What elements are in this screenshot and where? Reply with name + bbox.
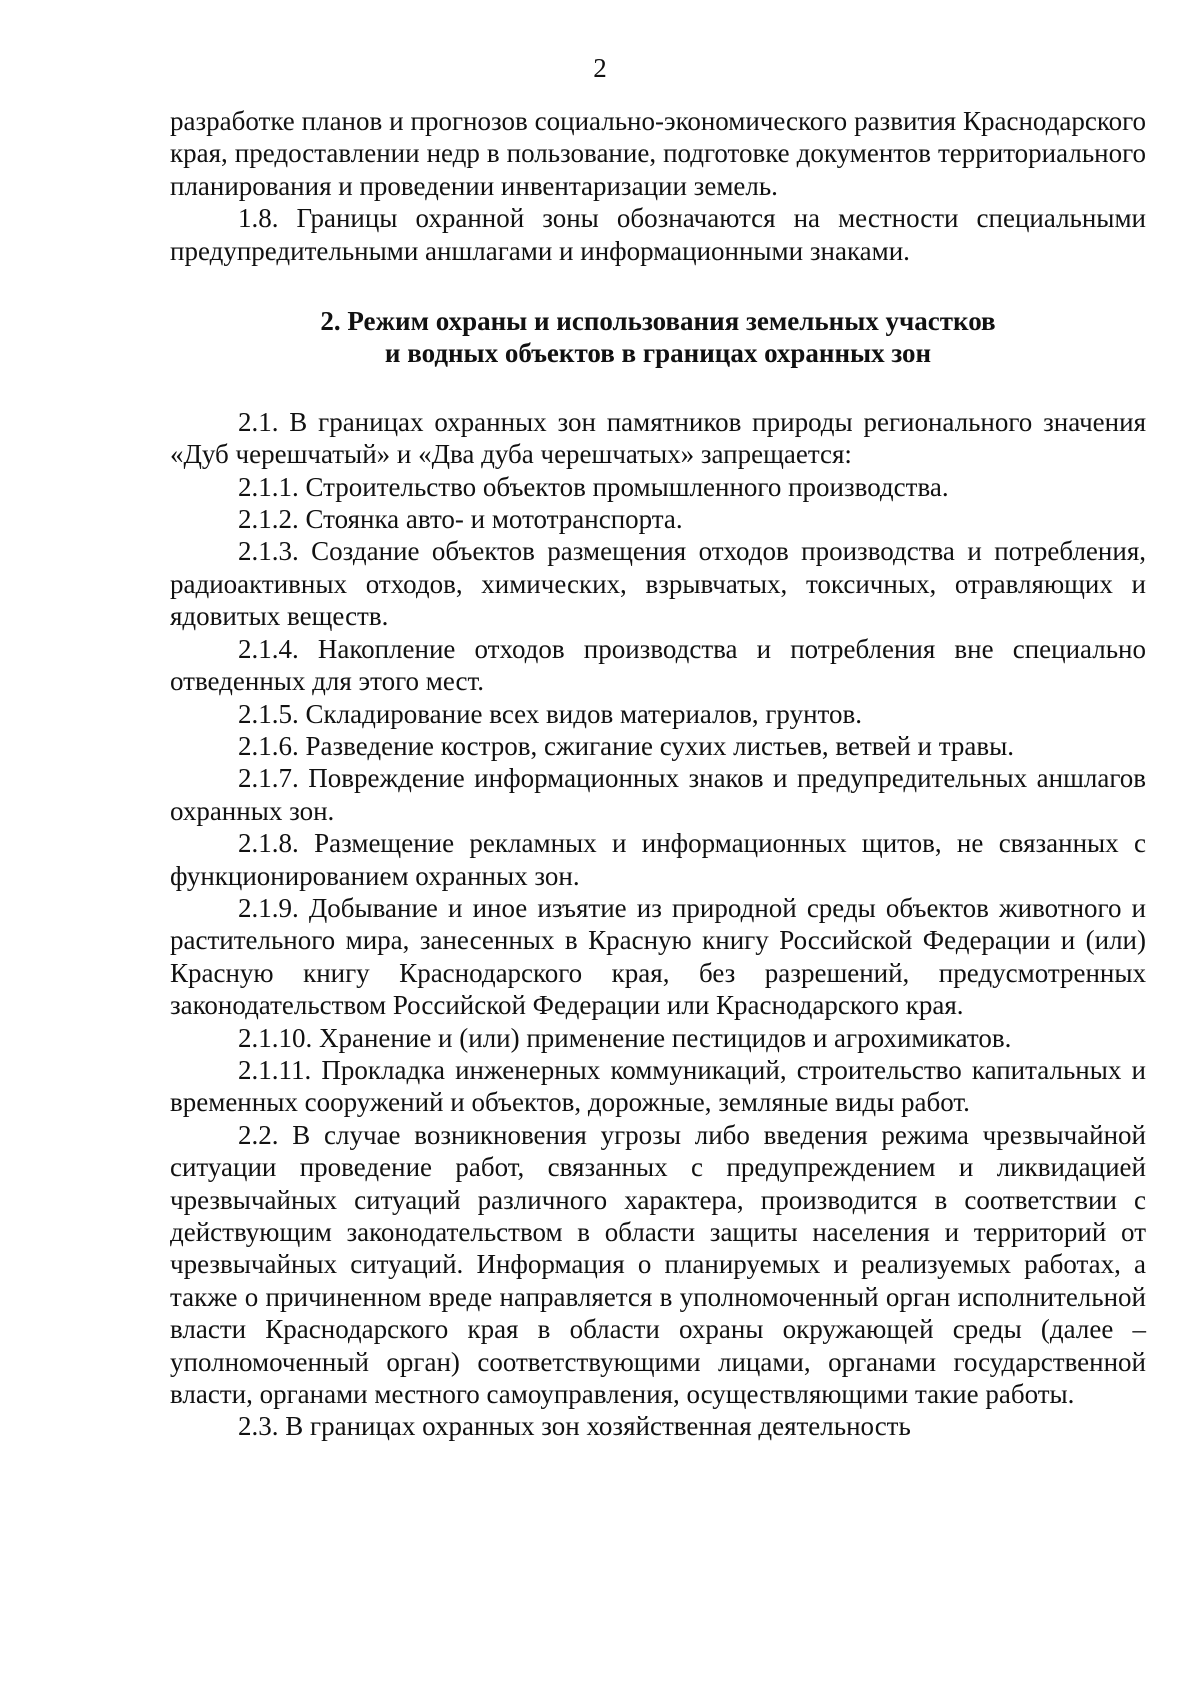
paragraph-2-1-1: 2.1.1. Строительство объектов промышленного производства. [238, 471, 949, 502]
page-number: 2 [593, 53, 607, 83]
paragraph-1-8: 1.8. Границы охранной зоны обозначаются на местности специальными предупредительными аншлагами и информационными знаками. [170, 203, 1146, 266]
paragraph-2-1-9: 2.1.9. Добывание и иное изъятие из природной среды объектов животного и растительного мира, занесенных в Красную книгу Российской Федерации и (или) Красную книгу Краснодарского края, без разрешений, предусмотренных законодательством Российской Федерации или Краснодарского края. [170, 892, 1146, 1021]
paragraph-continuation: разработке планов и прогнозов социально-экономического развития Краснодарского края, предоставлении недр в пользование, подготовке документов территориального планирования и проведении инвентаризации земель. [170, 106, 1146, 201]
section-heading [170, 305, 1146, 370]
paragraph-2-1-5: 2.1.5. Складирование всех видов материалов, грунтов. [238, 698, 862, 729]
paragraph-2-1-4: 2.1.4. Накопление отходов производства и потребления вне специально отведенных для этого мест. [170, 633, 1146, 697]
paragraph-2-1-6: 2.1.6. Разведение костров, сжигание сухих листьев, ветвей и травы. [238, 730, 1014, 761]
paragraph-2-1-2: 2.1.2. Стоянка авто- и мототранспорта. [238, 504, 683, 535]
paragraph-2-1-7: 2.1.7. Повреждение информационных знаков и предупредительных аншлагов охранных зон. [170, 763, 1146, 826]
section-heading-line-1: 2. Режим охраны и использования земельных участков [320, 306, 996, 337]
paragraph-2-1-8: 2.1.8. Размещение рекламных и информационных щитов, не связанных с функционированием охранных зон. [170, 828, 1146, 891]
paragraph-2-1-11: 2.1.11. Прокладка инженерных коммуникаций, строительство капитальных и временных сооружений и объектов, дорожные, земляные виды работ. [170, 1054, 1146, 1118]
paragraph-2-3: 2.3. В границах охранных зон хозяйственная деятельность [238, 1411, 911, 1442]
paragraph-2-1-10: 2.1.10. Хранение и (или) применение пестицидов и агрохимикатов. [238, 1022, 1012, 1053]
document-body [170, 105, 1146, 1443]
paragraph-2-1-3: 2.1.3. Создание объектов размещения отходов производства и потребления, радиоактивных отходов, химических, взрывчатых, токсичных, отравляющих и ядовитых веществ. [170, 536, 1146, 632]
section-heading-line-2: и водных объектов в границах охранных зон [384, 338, 932, 369]
paragraph-2-2: 2.2. В случае возникновения угрозы либо введения режима чрезвычайной ситуации проведение работ, связанных с предупреждением и ликвидацией чрезвычайных ситуаций различного характера, производится в соответствии с действующим законодательством в области защиты населения и территорий от чрезвычайных ситуаций. Информация о планируемых и реализуемых работах, а также о причиненном вреде направляется в уполномоченный орган исполнительной власти Краснодарского края в области охраны окружающей среды (далее – уполномоченный орган) соответствующими лицами, органами государственной власти, органами местного самоуправления, осуществляющими такие работы. [170, 1119, 1146, 1410]
paragraph-2-1: 2.1. В границах охранных зон памятников природы регионального значения «Дуб черешчатый» и «Два дуба черешчатых» запрещается: [170, 406, 1146, 470]
